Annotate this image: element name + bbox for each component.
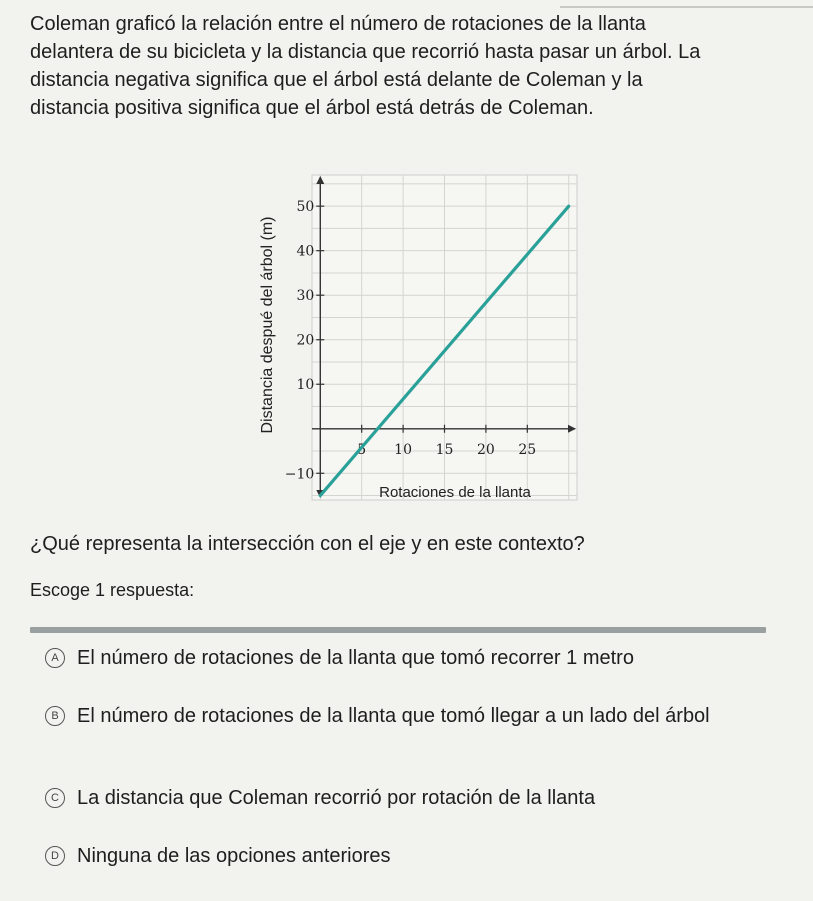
problem-statement [30,10,800,122]
answer-prompt: Escoge 1 respuesta: [30,580,195,600]
option-b[interactable] [45,703,767,729]
x-tick-label: 20 [476,441,495,458]
x-tick-label: 15 [435,441,454,458]
y-tick-label: 10 [296,377,315,394]
option-d-text: Ninguna de las opciones anteriores [77,845,391,867]
chart [255,160,595,505]
x-tick-label: 25 [518,441,537,458]
y-tick-label: 30 [296,288,315,305]
problem-line: delantera de su bicicleta y la distancia que recorrió hasta pasar un árbol. La [30,41,701,63]
chart-svg [255,160,595,505]
option-a-text: El número de rotaciones de la llanta que tomó recorrer 1 metro [77,647,634,669]
problem-line: Coleman graficó la relación entre el número de rotaciones de la llanta [30,13,646,35]
radio-c[interactable]: C [45,788,65,808]
y-tick-label: −10 [284,466,315,483]
y-tick-label: 20 [296,332,315,349]
x-tick-label: 10 [394,441,413,458]
y-tick-label: 50 [296,199,315,216]
option-a[interactable] [45,645,767,671]
x-axis-label: Rotaciones de la llanta [379,484,531,501]
radio-b[interactable]: B [45,706,65,726]
y-tick-label: 40 [296,243,315,260]
divider [30,627,766,633]
x-tick-label: 5 [357,441,367,458]
problem-line: distancia negativa significa que el árbol está delante de Coleman y la [30,69,643,91]
question-text: ¿Qué representa la intersección con el eje y en este contexto? [30,533,585,555]
y-axis-label: Distancia despué del árbol (m) [259,216,276,434]
problem-line: distancia positiva significa que el árbol está detrás de Coleman. [30,97,594,119]
option-d[interactable] [45,843,767,869]
option-c-text: La distancia que Coleman recorrió por rotación de la llanta [77,787,596,809]
option-b-text: El número de rotaciones de la llanta que tomó llegar a un lado del árbol [77,705,710,727]
top-rule [560,6,813,8]
radio-a[interactable]: A [45,648,65,668]
option-c[interactable] [45,785,767,811]
radio-d[interactable]: D [45,846,65,866]
